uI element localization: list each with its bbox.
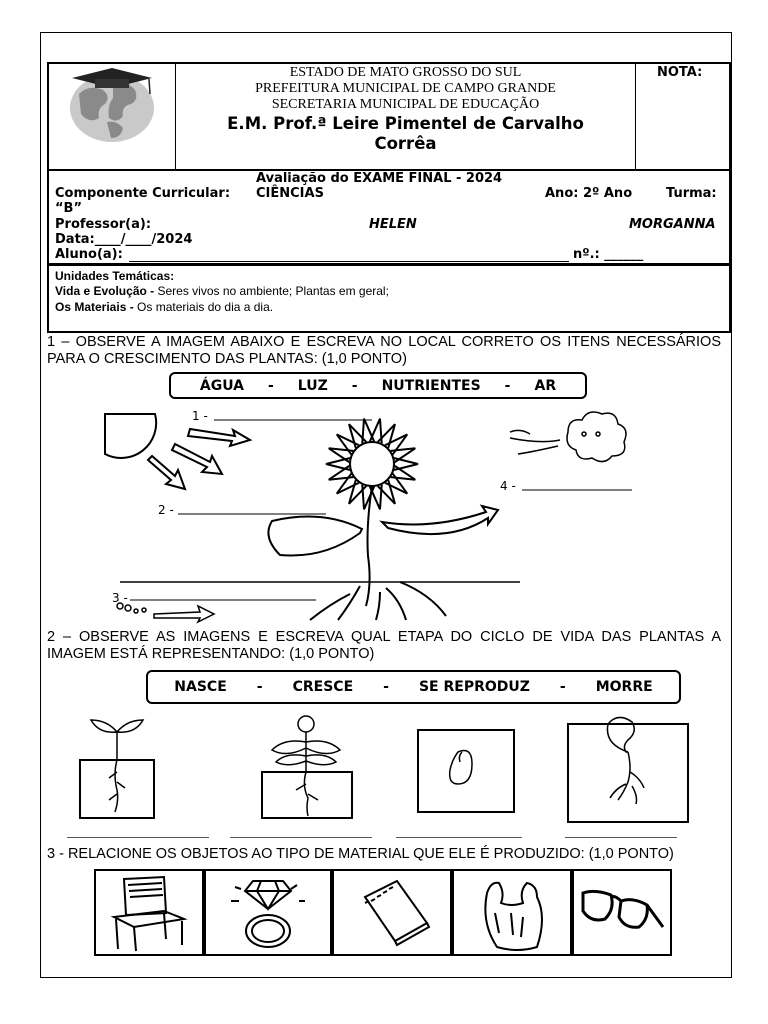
word-bank-item: AR <box>534 377 557 394</box>
unit-materials <box>55 300 273 314</box>
component-label: Componente Curricular: <box>55 186 231 201</box>
glasses-icon <box>577 873 667 953</box>
teacher-first-name: HELEN <box>369 217 417 232</box>
unit-life-evolution-label: Vida e Evolução - <box>55 284 158 298</box>
unit-life-evolution <box>55 284 389 298</box>
word-bank-separator: - <box>267 377 274 394</box>
institution-header <box>176 64 636 169</box>
secretariat-line: SECRETARIA MUNICIPAL DE EDUCAÇÃO <box>271 97 540 112</box>
plastic-bag-object <box>452 869 572 956</box>
grade-label: NOTA: <box>657 65 703 80</box>
sun-icon <box>105 414 156 458</box>
chair-icon <box>104 873 194 953</box>
student-name-label: Aluno(a): <box>55 247 123 262</box>
sunflower-icon <box>268 419 498 620</box>
germination-stage-icon <box>568 717 688 822</box>
label-3: 3 - <box>112 591 128 605</box>
teacher-last-name: MORGANNA <box>629 217 716 232</box>
logo-cell <box>49 64 176 169</box>
glasses-object <box>572 869 672 956</box>
units-title: Unidades Temáticas: <box>55 269 175 283</box>
materials-objects-row <box>94 869 672 956</box>
wind-cloud-icon <box>510 412 626 462</box>
student-info-block <box>47 171 731 265</box>
word-bank-separator: - <box>351 377 358 394</box>
question-1-word-bank <box>169 372 587 399</box>
word-bank-item: NASCE <box>174 679 227 695</box>
unit-life-evolution-text: Seres vivos no ambiente; Plantas em geral; <box>157 284 389 298</box>
word-bank-item: NUTRIENTES <box>381 377 481 394</box>
word-bank-separator: - <box>256 679 263 695</box>
petal <box>337 474 359 494</box>
nutrients-arrow-icon <box>117 603 214 622</box>
label-4: 4 - <box>500 479 516 493</box>
student-name-field[interactable] <box>129 261 569 262</box>
answer-line-stage-4[interactable] <box>565 837 677 838</box>
notebook-icon <box>347 873 437 953</box>
header-table <box>47 62 731 171</box>
component-value: CIÊNCIAS <box>256 186 324 201</box>
sprout-stage-icon <box>80 720 154 818</box>
year-label: Ano: 2º Ano <box>545 186 633 201</box>
word-bank-item: MORRE <box>595 679 653 695</box>
plastic-bag-icon <box>467 873 557 953</box>
question-1-text: 1 – OBSERVE A IMAGEM ABAIXO E ESCREVA NO LOCAL CORRETO OS ITENS NECESSÁRIOS PARA O CRESCIMENTO DAS PLANTAS: (1,0 PONTO) <box>47 334 721 367</box>
question-3-text: 3 - RELACIONE OS OBJETOS AO TIPO DE MATERIAL QUE ELE É PRODUZIDO: (1,0 PONTO) <box>47 846 674 862</box>
answer-line-stage-3[interactable] <box>396 837 522 838</box>
answer-line-stage-2[interactable] <box>230 837 372 838</box>
label-2: 2 - <box>158 503 174 517</box>
school-name-line1: E.M. Prof.ª Leire Pimentel de Carvalho <box>227 114 584 133</box>
question-2-text: 2 – OBSERVE AS IMAGENS E ESCREVA QUAL ETAPA DO CICLO DE VIDA DAS PLANTAS A IMAGEM ESTÁ REPRESENTANDO: (1,0 PONTO) <box>47 629 721 662</box>
class-label: Turma: <box>666 186 717 201</box>
date-field[interactable]: Data:____/____/2024 <box>55 232 193 247</box>
state-line: ESTADO DE MATO GROSSO DO SUL <box>289 65 522 80</box>
ring-object <box>204 869 332 956</box>
seed-stage-icon <box>418 730 514 812</box>
light-arrows-icon <box>148 429 250 489</box>
diamond-ring-icon <box>223 873 313 953</box>
exam-title: Avaliação do EXAME FINAL - 2024 <box>256 171 503 186</box>
thematic-units-block <box>47 265 731 333</box>
plant-life-cycle-images <box>70 712 700 824</box>
prefecture-line: PREFEITURA MUNICIPAL DE CAMPO GRANDE <box>255 81 556 96</box>
word-bank-item: LUZ <box>297 377 328 394</box>
globe-graduation-cap-icon <box>49 64 176 169</box>
question-2-word-bank <box>146 670 681 704</box>
chair-object <box>94 869 204 956</box>
school-name-line2: Corrêa <box>374 134 437 153</box>
word-bank-item: CRESCE <box>292 679 354 695</box>
class-value: “B” <box>55 201 82 216</box>
word-bank-separator: - <box>383 679 389 695</box>
unit-materials-label: Os Materiais - <box>55 300 138 314</box>
flowering-stage-icon <box>262 716 352 818</box>
teacher-label: Professor(a): <box>55 217 152 232</box>
word-bank-separator: - <box>559 679 566 695</box>
petal <box>385 434 407 454</box>
label-1: 1 - <box>192 409 208 423</box>
grade-cell[interactable] <box>637 64 729 169</box>
unit-materials-text: Os materiais do dia a dia. <box>137 300 274 314</box>
number-field[interactable]: nº.: ______ <box>573 247 644 262</box>
plant-growth-illustration <box>90 404 650 624</box>
word-bank-item: ÁGUA <box>199 377 244 394</box>
word-bank-item: SE REPRODUZ <box>418 679 530 695</box>
notebook-object <box>332 869 452 956</box>
word-bank-separator: - <box>504 377 511 394</box>
answer-line-stage-1[interactable] <box>67 837 209 838</box>
